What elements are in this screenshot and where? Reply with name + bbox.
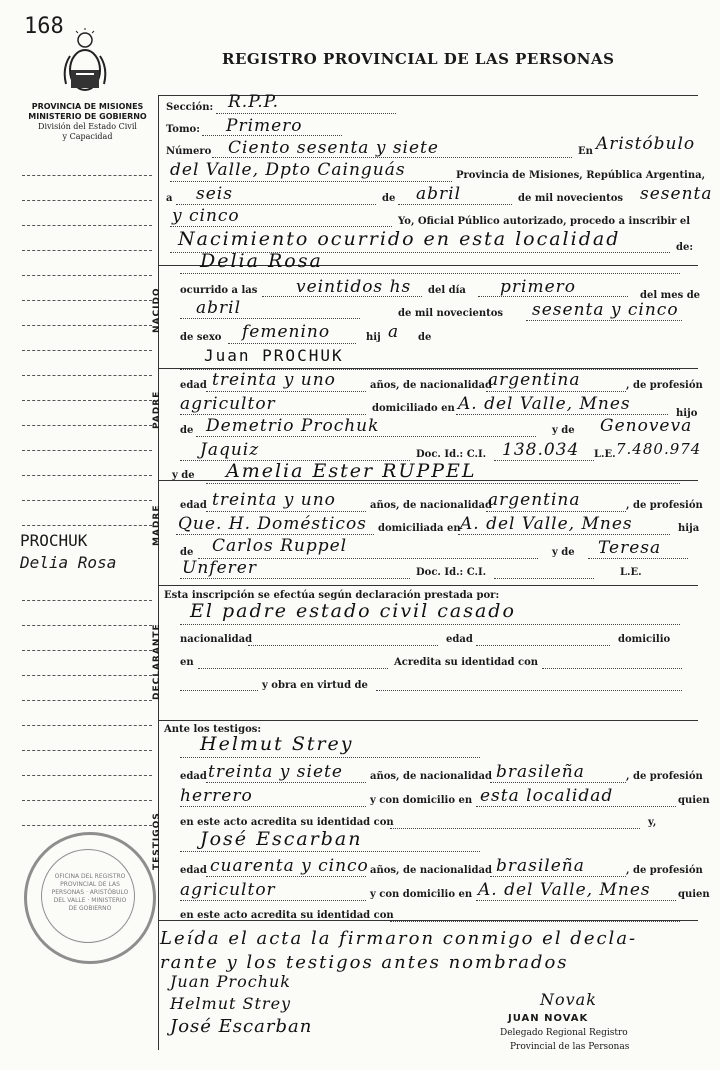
value-madre-madre-a: Teresa bbox=[598, 538, 662, 558]
page-number: 168 bbox=[24, 14, 64, 39]
signature-declarante: Juan Prochuk bbox=[170, 972, 291, 991]
value-dia: seis bbox=[196, 184, 233, 204]
header-line: MINISTERIO DE GOBIERNO bbox=[28, 112, 147, 121]
value-padre-nombre: Juan PROCHUK bbox=[204, 346, 344, 365]
value-madre-edad: treinta y uno bbox=[212, 490, 336, 510]
label-mil-nov2: de mil novecientos bbox=[398, 308, 504, 319]
side-label-padre: PADRE bbox=[152, 390, 162, 430]
label-a: a bbox=[166, 193, 173, 204]
section-separator bbox=[158, 720, 698, 721]
label-prof-padre: , de profesión bbox=[626, 380, 703, 391]
value-testigo2-nombre: José Escarban bbox=[200, 828, 363, 850]
label-edad-t1: edad bbox=[180, 771, 207, 782]
label-hijo: hijo bbox=[676, 408, 698, 419]
officer-title-1: Delegado Regional Registro bbox=[500, 1028, 628, 1038]
label-y-de-madre2: y de bbox=[552, 547, 575, 558]
label-con-dom-t2: y con domicilio en bbox=[370, 889, 473, 900]
signature-testigo1: Helmut Strey bbox=[170, 994, 292, 1013]
value-testigo2-nac: brasileña bbox=[496, 856, 585, 876]
value-padre-padre: Demetrio Prochuk bbox=[206, 416, 380, 436]
coat-of-arms-icon bbox=[62, 28, 108, 96]
label-domiciliado: domiciliado en bbox=[372, 403, 455, 414]
closing-line-2: rante y los testigos antes nombrados bbox=[160, 952, 569, 973]
label-en: En bbox=[578, 146, 593, 157]
label-ocurrido: ocurrido a las bbox=[180, 285, 258, 296]
value-seccion: R.P.P. bbox=[228, 92, 279, 112]
label-nac-madre: años, de nacionalidad bbox=[370, 500, 492, 511]
value-testigo1-edad: treinta y siete bbox=[208, 762, 343, 782]
label-de2: de: bbox=[676, 242, 694, 253]
label-le-madre: L.E. bbox=[620, 567, 642, 578]
header-line: División del Estado Civil bbox=[38, 122, 137, 131]
value-tomo: Primero bbox=[226, 116, 303, 136]
label-tomo: Tomo: bbox=[166, 124, 200, 135]
value-testigo1-prof: herrero bbox=[180, 786, 253, 806]
label-domiciliada: domiciliada en bbox=[378, 523, 461, 534]
value-testigo2-dom: A. del Valle, Mnes bbox=[478, 880, 651, 900]
label-sexo: de sexo bbox=[180, 332, 222, 343]
label-con-dom-t1: y con domicilio en bbox=[370, 795, 473, 806]
label-en-este-t1: en este acto acredita su identidad con bbox=[180, 817, 394, 828]
value-testigo1-nac: brasileña bbox=[496, 762, 585, 782]
value-place-line: del Valle, Dpto Cainguás bbox=[170, 160, 406, 180]
label-de-madre: de bbox=[180, 547, 194, 558]
value-declarante: El padre estado civil casado bbox=[190, 600, 516, 622]
label-quien-t1: quien bbox=[678, 795, 710, 806]
value-madre-padre: Carlos Ruppel bbox=[212, 536, 348, 556]
label-de-padre: de bbox=[180, 425, 194, 436]
label-y-coma: y, bbox=[648, 817, 657, 828]
value-anio-nac: sesenta y cinco bbox=[532, 300, 679, 320]
label-acredita-decl: Acredita su identidad con bbox=[394, 657, 539, 668]
official-seal bbox=[24, 832, 156, 964]
label-mil-novecientos: de mil novecientos bbox=[518, 193, 624, 204]
label-nac-t1: años, de nacionalidad bbox=[370, 771, 492, 782]
header-line: y Capacidad bbox=[62, 132, 113, 141]
value-madre-dom: A. del Valle, Mnes bbox=[460, 514, 633, 534]
label-hij: hij bbox=[366, 332, 381, 343]
side-label-nacido: NACIDO bbox=[152, 287, 162, 333]
label-de3: de bbox=[418, 332, 432, 343]
label-seccion: Sección: bbox=[166, 102, 214, 113]
margin-note-surname: PROCHUK bbox=[20, 531, 88, 550]
officer-name: JUAN NOVAK bbox=[508, 1013, 589, 1024]
main-vertical-rule bbox=[158, 95, 159, 1050]
label-nac-t2: años, de nacionalidad bbox=[370, 865, 492, 876]
label-en-decl: en bbox=[180, 657, 194, 668]
label-le-padre: L.E. bbox=[594, 449, 616, 460]
label-nacionalidad-decl: nacionalidad bbox=[180, 634, 253, 645]
label-esta-inscripcion: Esta inscripción se efectúa según declaración prestada por: bbox=[164, 590, 500, 601]
value-padre-dom: A. del Valle, Mnes bbox=[458, 394, 631, 414]
signature-officer: Novak bbox=[540, 990, 597, 1009]
value-padre-madre-b: Jaquiz bbox=[200, 440, 260, 460]
label-y-de-padre: y de bbox=[552, 425, 575, 436]
value-padre-ci: 138.034 bbox=[502, 440, 580, 460]
value-testigo2-edad: cuarenta y cinco bbox=[210, 856, 369, 876]
label-prof-t1: , de profesión bbox=[626, 771, 703, 782]
label-obra: y obra en virtud de bbox=[262, 680, 368, 691]
section-separator bbox=[158, 585, 698, 586]
label-numero: Número bbox=[166, 146, 212, 157]
label-edad-padre: edad bbox=[180, 380, 207, 391]
value-padre-prof: agricultor bbox=[180, 394, 276, 414]
value-padre-edad: treinta y uno bbox=[212, 370, 336, 390]
value-en-place: Aristóbulo bbox=[596, 134, 696, 154]
value-mes: abril bbox=[416, 184, 462, 204]
label-edad-decl: edad bbox=[446, 634, 473, 645]
label-nac-padre: años, de nacionalidad bbox=[370, 380, 492, 391]
value-mes-nac: abril bbox=[196, 298, 242, 318]
label-oficial: Yo, Oficial Público autorizado, procedo a inscribir el bbox=[398, 216, 691, 227]
side-label-testigos: TESTIGOS bbox=[152, 812, 162, 870]
value-nombre: Delia Rosa bbox=[200, 250, 323, 272]
label-doc-padre: Doc. Id.: C.I. bbox=[416, 449, 487, 460]
header-block bbox=[20, 102, 155, 142]
officer-title-2: Provincial de las Personas bbox=[510, 1042, 630, 1052]
signature-testigo2: José Escarban bbox=[170, 1016, 313, 1037]
label-hija: hija bbox=[678, 523, 700, 534]
seal-text: OFICINA DEL REGISTRO PROVINCIAL DE LAS PERSONAS · ARISTÓBULO DEL VALLE · MINISTERIO DE GOBIERNO bbox=[51, 873, 129, 912]
margin-note-given: Delia Rosa bbox=[20, 553, 117, 572]
label-del-mes: del mes de bbox=[640, 290, 701, 301]
value-madre-madre-b: Unferer bbox=[182, 558, 257, 578]
label-prof-madre: , de profesión bbox=[626, 500, 703, 511]
value-madre-prof: Que. H. Domésticos bbox=[178, 514, 367, 534]
header-line: PROVINCIA DE MISIONES bbox=[31, 102, 144, 111]
value-numero: Ciento sesenta y siete bbox=[228, 138, 439, 158]
label-provincia: Provincia de Misiones, República Argentina, bbox=[456, 170, 706, 181]
label-domicilio-decl: domicilio bbox=[618, 634, 671, 645]
value-testigo1-dom: esta localidad bbox=[480, 786, 614, 806]
value-madre-nombre: Amelia Ester RUPPEL bbox=[226, 460, 477, 482]
value-hora: veintidos hs bbox=[296, 277, 412, 297]
label-del-dia: del día bbox=[428, 285, 466, 296]
value-testigo1-nombre: Helmut Strey bbox=[200, 733, 354, 755]
value-padre-madre-a: Genoveva bbox=[600, 416, 693, 436]
value-evento: Nacimiento ocurrido en esta localidad bbox=[178, 228, 621, 250]
side-label-declarante: DECLARANTE bbox=[152, 623, 162, 700]
value-padre-nac: argentina bbox=[488, 370, 581, 390]
closing-line-1: Leída el acta la firmaron conmigo el decla- bbox=[160, 928, 638, 949]
label-de: de bbox=[382, 193, 396, 204]
label-edad-madre: edad bbox=[180, 500, 207, 511]
value-dia-nac: primero bbox=[500, 277, 576, 297]
value-sexo: femenino bbox=[242, 322, 331, 342]
side-label-madre: MADRE bbox=[152, 504, 162, 546]
label-ante: Ante los testigos: bbox=[164, 724, 262, 735]
page-title: REGISTRO PROVINCIAL DE LAS PERSONAS bbox=[222, 50, 615, 68]
label-y-de-madre: y de bbox=[172, 470, 195, 481]
margin-note bbox=[20, 530, 116, 574]
label-en-este-t2: en este acto acredita su identidad con bbox=[180, 910, 394, 921]
value-hij-suffix: a bbox=[388, 322, 400, 342]
value-anio-a: sesenta bbox=[640, 184, 713, 204]
label-doc-madre: Doc. Id.: C.I. bbox=[416, 567, 487, 578]
label-quien-t2: quien bbox=[678, 889, 710, 900]
value-testigo2-prof: agricultor bbox=[180, 880, 276, 900]
label-edad-t2: edad bbox=[180, 865, 207, 876]
value-anio-b: y cinco bbox=[172, 206, 240, 226]
value-madre-nac: argentina bbox=[488, 490, 581, 510]
label-prof-t2: , de profesión bbox=[626, 865, 703, 876]
value-padre-le: 7.480.974 bbox=[616, 440, 702, 458]
